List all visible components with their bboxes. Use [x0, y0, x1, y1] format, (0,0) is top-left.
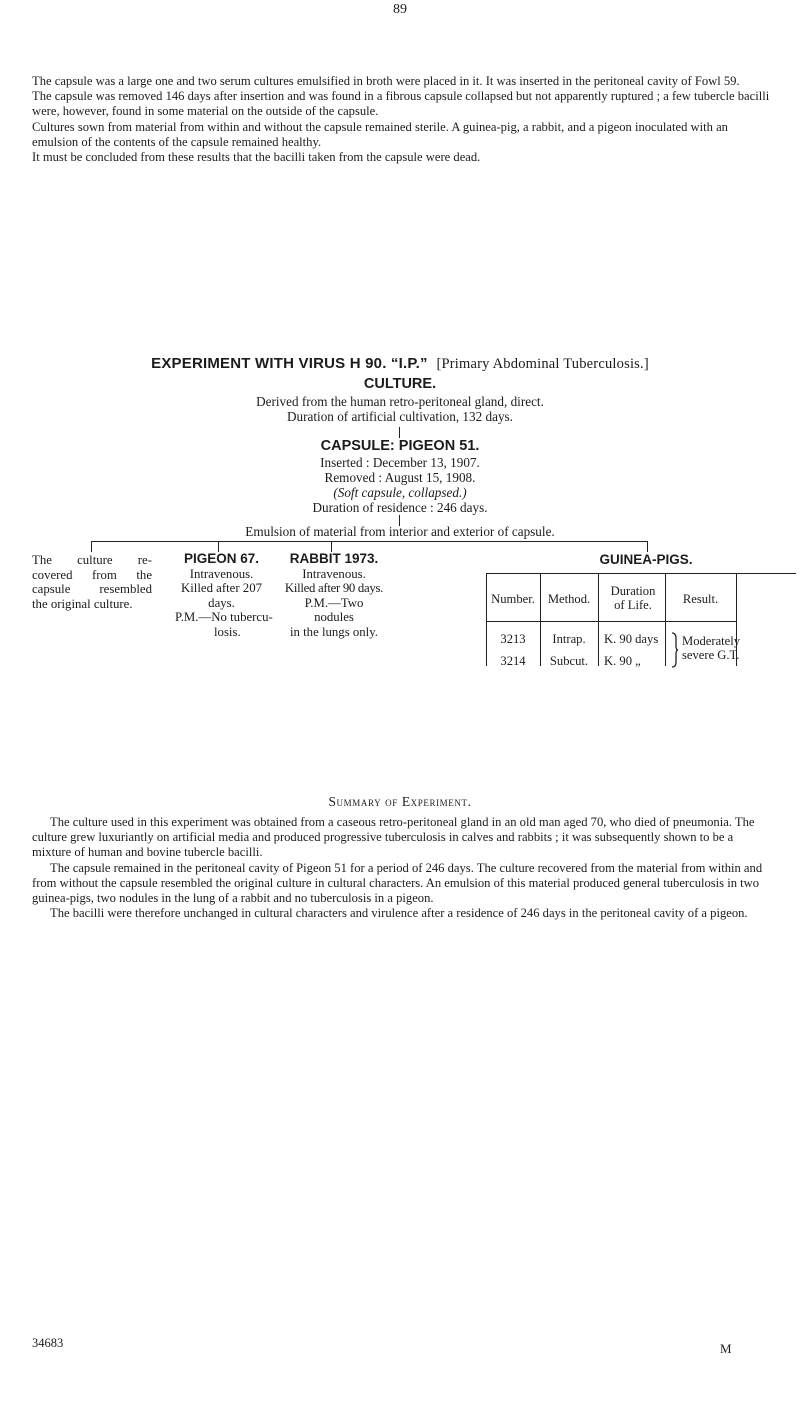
cell-number: 3214: [500, 654, 526, 668]
col-header-duration: Duration of Life.: [610, 584, 656, 612]
pigeon-67-heading: PIGEON 67.: [183, 551, 260, 566]
branch-drop-guinea-pigs: [647, 541, 648, 552]
table-header-rule: [486, 621, 736, 622]
intro-paragraph: The capsule was a large one and two serum cultures emulsified in broth were placed in it. It was inserted in the peritoneal cavity of Fowl 59.: [32, 74, 740, 88]
intro-paragraph: It must be concluded from these results that the bacilli taken from the capsule were dead.: [32, 150, 481, 165]
culture-note-line: capsule resembled: [32, 582, 152, 596]
branch-horizontal-line: [91, 541, 648, 542]
brace-icon: [669, 632, 679, 668]
culture-line-2: Duration of artificial cultivation, 132 days.: [287, 409, 513, 424]
culture-line-1: Derived from the human retro-peritoneal gland, direct.: [256, 394, 544, 409]
summary-paragraph: The capsule remained in the peritoneal cavity of Pigeon 51 for a period of 246 days. The culture recovered from the material from within and from without the capsule resembled the original culture in cultural characters. An emulsion of this material produced general tuberculosis in two guinea-pigs, two nodules in the lung of a rabbit and no tuberculosis in a pigeon.: [32, 860, 763, 906]
pigeon-67-line: P.M.—No tubercu-: [175, 610, 273, 624]
footer-signature-mark: M: [720, 1341, 732, 1356]
culture-note-line: the original culture.: [32, 596, 133, 611]
branch-drop-culture: [91, 541, 92, 552]
cell-duration: K. 90 „: [604, 654, 641, 668]
culture-recovered-note: [32, 553, 152, 611]
table-col-rule: [540, 574, 541, 666]
intro-paragraph: The capsule was removed 146 days after insertion and was found in a fibrous capsule collapsed but not apparently ruptured ; a few tubercle bacilli were, however, found in some material on the outside of the capsule.: [32, 89, 770, 119]
rabbit-1973-column: [284, 552, 384, 639]
cell-number: 3213: [500, 632, 526, 646]
culture-note-line: The culture re-: [32, 553, 152, 567]
result-line: Moderately: [682, 634, 741, 648]
table-col-rule: [665, 574, 666, 666]
connector-line: [399, 427, 400, 438]
emulsion-text: Emulsion of material from interior and exterior of capsule.: [245, 524, 555, 539]
summary-text: [32, 815, 774, 921]
intro-paragraph: Cultures sown from material from within and without the capsule remained sterile. A guinea-pig, a rabbit, and a pigeon inoculated with an emulsion of the contents of the capsule remained healthy.: [32, 119, 728, 149]
rabbit-1973-heading: RABBIT 1973.: [289, 551, 379, 566]
table-col-rule: [598, 574, 599, 666]
rabbit-1973-line: Intravenous.: [302, 566, 366, 581]
capsule-inserted: Inserted : December 13, 1907.: [320, 455, 480, 470]
cell-method: Intrap.: [552, 632, 586, 646]
col-header-method: Method.: [547, 592, 591, 606]
page-number: 89: [393, 2, 407, 17]
pigeon-67-line: Intravenous.: [189, 566, 254, 581]
pigeon-67-column: [164, 552, 279, 639]
experiment-title-main: EXPERIMENT WITH VIRUS H 90. “I.P.”: [151, 355, 428, 372]
summary-title: [0, 794, 800, 810]
summary-title-text: Summary of Experiment.: [328, 794, 472, 809]
cell-duration: K. 90 days: [604, 632, 659, 646]
table-col-rule: [486, 574, 487, 666]
experiment-title: [0, 355, 800, 373]
intro-text: [32, 74, 774, 165]
culture-note-line: covered from the: [32, 567, 152, 582]
cell-method: Subcut.: [549, 654, 589, 668]
guinea-pigs-table: [486, 574, 796, 666]
footer-code: 34683: [32, 1336, 64, 1350]
pigeon-67-line: days.: [208, 595, 235, 610]
capsule-removed: Removed : August 15, 1908.: [324, 470, 476, 485]
capsule-heading: CAPSULE: PIGEON 51.: [320, 438, 480, 454]
experiment-subtitle: [Primary Abdominal Tuberculosis.]: [436, 356, 649, 372]
capsule-residence: Duration of residence : 246 days.: [312, 500, 488, 515]
summary-paragraph: The bacilli were therefore unchanged in cultural characters and virulence after a residence of 246 days in the peritoneal cavity of a pigeon.: [50, 906, 748, 921]
capsule-note: (Soft capsule, collapsed.): [333, 485, 467, 500]
col-header-number: Number.: [491, 592, 535, 606]
result-text: [682, 634, 762, 662]
col-header-result: Result.: [682, 592, 719, 606]
rabbit-1973-line: Killed after 90 days.: [284, 581, 384, 595]
pigeon-67-line: Killed after 207: [180, 581, 263, 595]
result-line: severe G.T.: [682, 648, 740, 662]
culture-heading: CULTURE.: [363, 376, 437, 392]
pigeon-67-line: losis.: [214, 624, 241, 639]
summary-paragraph: The culture used in this experiment was obtained from a caseous retro-peritoneal gland in an old man aged 70, who died of pneumonia. The culture grew luxuriantly on artificial media and produced progressive tuberculosis in calves and rabbits ; it was subsequently shown to be a mixture of human and bovine tubercle bacilli.: [32, 815, 755, 860]
rabbit-1973-line: in the lungs only.: [289, 624, 379, 639]
rabbit-1973-line: P.M.—Two nodules: [304, 595, 364, 624]
guinea-pigs-heading: GUINEA-PIGS.: [599, 552, 693, 567]
